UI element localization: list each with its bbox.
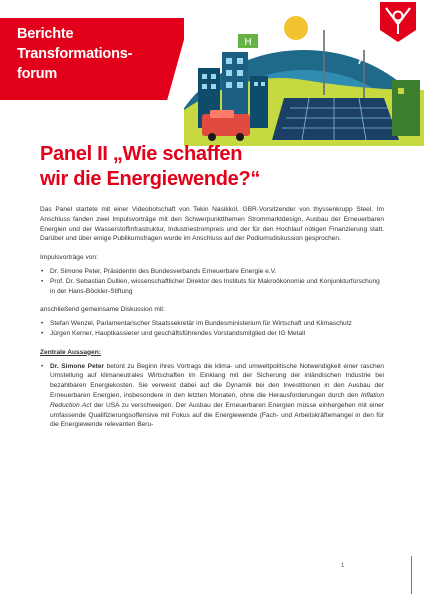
report-series-title-line-1: Berichte: [17, 26, 74, 42]
list-item: • Prof. Dr. Sebastian Dullien, wissenschaftlicher Direktor des Instituts für Makroökonomie und Konjunkturforschung in der Hans-Böckler-Stiftung: [40, 277, 384, 297]
report-series-title-line-3: forum: [17, 66, 58, 82]
report-series-title: [17, 24, 187, 84]
report-body: [40, 205, 384, 430]
discussion-list: [40, 319, 384, 339]
key-statement-italic: Inflation Reduction Act: [50, 391, 384, 409]
page-number: 1: [341, 563, 345, 569]
list-item: [40, 362, 384, 431]
list-item: • Stefan Wenzel, Parlamentarischer Staatssekretär im Bundesministerium für Wirtschaft und Klimaschutz: [40, 319, 384, 329]
intro-paragraph: Das Panel startete mit einer Videobotschaft von Tekin Nasikkol, GBR-Vorsitzender von thyssenkrupp Steel. Im Anschluss fanden zwei Impulsvorträge mit den Schwerpunktthemen Strommarktdesign, Ausbau der Erneuerbaren Energien und der Wasserstoffinfrastruktur, Industriestrompreis und der für den Hochlauf nötigen Finanzierung statt. Darüber und über einige Publikumsfragen wurde im Anschluss auf der Podiumsdiskussion gesprochen.: [40, 206, 384, 243]
key-statement-text-1: betont zu Beginn ihres Vortrags die klima- und umweltpolitische Notwendigkeit einer raschen Umstellung auf klimaneutrales Wirtschaften im Einklang mit der Sicherung der inländischen Industrie bei bezahlbaren Energiekosten. Sie verweist dabei auf die Dynamik bei den Investitionen in den Ausbau der Erneuerbaren Energien, insbesondere in den letzten Monaten, ohne die Herausforderungen durch den: [50, 362, 384, 399]
key-statement-text-2: der USA zu verschweigen. Der Ausbau der Erneuerbaren Energien müsse einhergehen mit einer umfassende Qualifizierungsoffensive mit Fokus auf die Energiewende (Fach- und Arbeitskräftemangel in den für die Energiewende relevanten Beru-: [50, 401, 385, 429]
svg-text:H: H: [244, 37, 252, 48]
panel-title-line-1: Panel II „Wie schaffen: [40, 143, 243, 165]
list-item: • Jürgen Kerner, Hauptkassierer und geschäftsführendes Vorstandsmitglied der IG Metall: [40, 329, 384, 339]
speaker-name: Dr. Simone Peter: [50, 362, 105, 370]
impulse-list: [40, 267, 384, 296]
panel-title: [40, 142, 380, 192]
report-series-title-line-2: Transformations-: [17, 46, 133, 62]
margin-rule: [411, 556, 412, 594]
key-statements-heading: Zentrale Aussagen:: [40, 348, 101, 356]
ig-metall-logo-icon: [380, 2, 416, 42]
panel-title-line-2: wir die Energiewende?“: [40, 168, 261, 190]
key-statements-list: [40, 362, 384, 431]
impulse-heading: Impulsvorträge von:: [40, 254, 98, 262]
discussion-heading: anschließend gemeinsame Diskussion mit:: [40, 306, 165, 314]
list-item: • Dr. Simone Peter, Präsidentin des Bundesverbands Erneuerbare Energie e.V.: [40, 267, 384, 277]
